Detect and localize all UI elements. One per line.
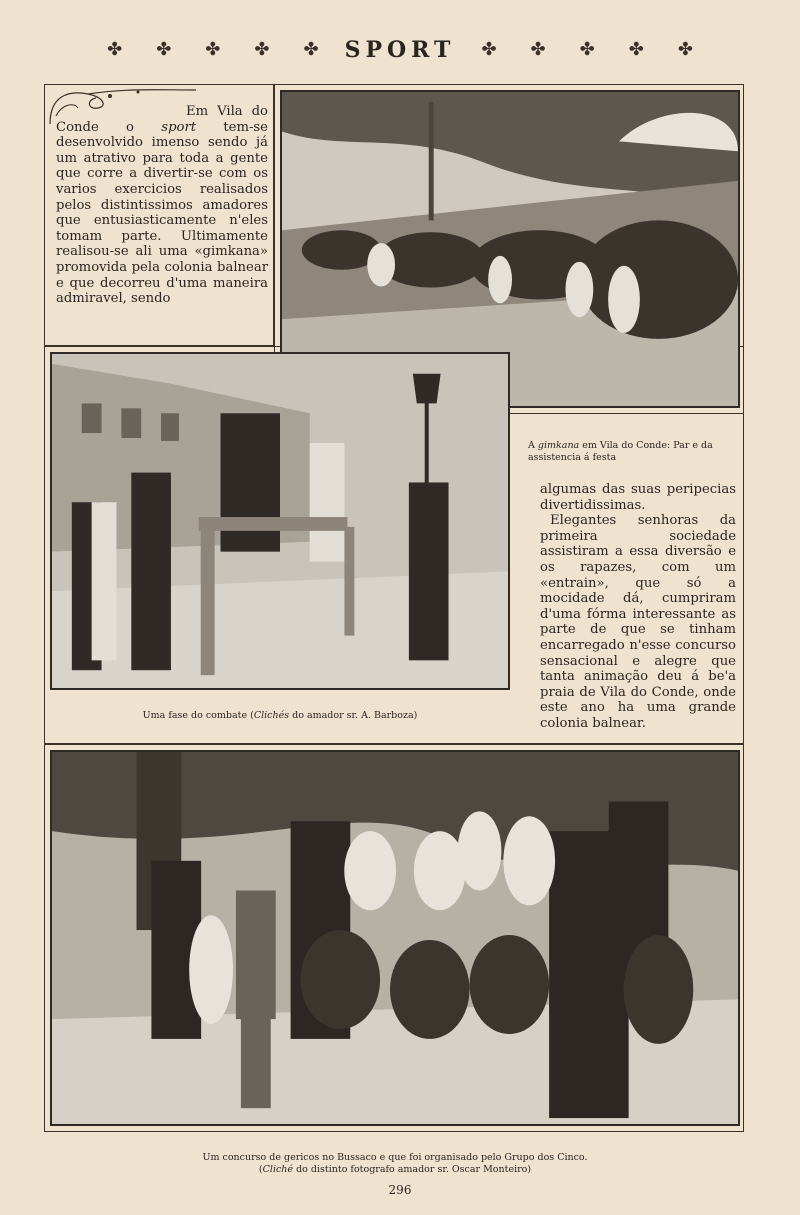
- article-paragraph: Elegantes senhoras da primeira sociedade assistiram a essa diversão e os rapazes, com um «entrain», que só a mocidade dá, cumpriram d'uma fórma interessante as parte de que se tinham encarregado n'esse concurso sensacional e alegre que tanta animação deu á be'a praia de Vila do Conde, onde este ano ha uma grande colonia balnear.: [540, 513, 736, 731]
- caption-line: [50, 1164, 740, 1176]
- page-number: 296: [388, 1183, 412, 1197]
- intro-text-start: Em Vila do Conde o: [56, 104, 268, 135]
- ornament-icon: ✤: [107, 39, 123, 60]
- page-header: [40, 36, 760, 64]
- ornament-icon: ✤: [579, 39, 595, 60]
- page-title: SPORT: [344, 37, 456, 63]
- header-ornaments-right: [481, 41, 692, 59]
- combat-photo-caption: [50, 710, 510, 722]
- donkey-contest-photo: [50, 750, 740, 1126]
- caption-emphasis: Clichés: [253, 710, 290, 721]
- caption-text: (: [258, 1164, 263, 1175]
- ornament-icon: ✤: [303, 39, 319, 60]
- caption-text: em Vila do Conde: Par e da assistencia á festa: [528, 440, 713, 463]
- caption-text: Uma fase do combate (: [142, 710, 254, 721]
- header-ornaments-left: [107, 41, 318, 59]
- caption-emphasis: Cliché: [262, 1164, 294, 1175]
- intro-paragraph: [56, 104, 268, 307]
- caption-text: A: [528, 440, 538, 451]
- caption-line: Um concurso de gericos no Bussaco e que foi organisado pelo Grupo dos Cinco.: [202, 1152, 588, 1163]
- ornament-icon: ✤: [481, 39, 497, 60]
- ornament-icon: ✤: [530, 39, 546, 60]
- ornament-icon: ✤: [628, 39, 644, 60]
- article-paragraph: algumas das suas peripecias divertidissimas.: [540, 482, 736, 513]
- top-photo-caption: [528, 440, 738, 464]
- ornament-icon: ✤: [205, 39, 221, 60]
- caption-emphasis: gimkana: [537, 440, 580, 451]
- caption-text: do amador sr. A. Barboza): [289, 710, 418, 721]
- ornament-icon: ✤: [156, 39, 172, 60]
- combat-photo: [50, 352, 510, 690]
- ornament-icon: ✤: [677, 39, 693, 60]
- intro-text-emphasis: sport: [161, 119, 197, 135]
- caption-text: do distinto fotografo amador sr. Oscar Monteiro): [293, 1164, 532, 1175]
- ornament-icon: ✤: [254, 39, 270, 60]
- donkey-photo-caption: [50, 1152, 740, 1176]
- intro-text-rest: tem-se desenvolvido imenso sendo já um atrativo para toda a gente que corre a divertir-se com os varios exercicios realisados pelos distintissimos amadores que entusiasticamente n'eles tomam parte. Ultimamente realisou-se ali uma «gimkana» promovida pela colonia balnear e que decorreu d'uma maneira admiravel, sendo: [56, 119, 268, 307]
- article-body: [540, 482, 736, 732]
